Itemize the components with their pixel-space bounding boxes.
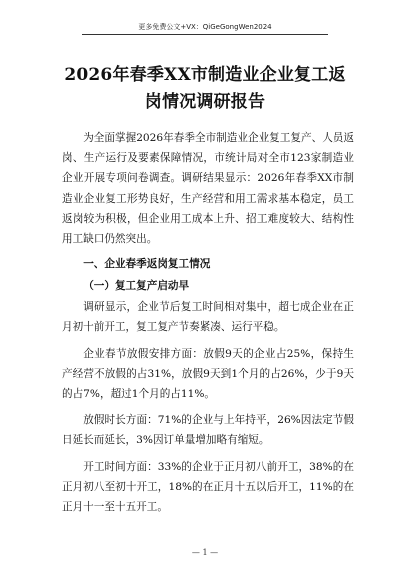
document-body	[62, 128, 354, 523]
document-title: 2026年春季XX市制造业企业复工返岗情况调研报告	[64, 65, 346, 112]
section-heading: 一、企业春季返岗复工情况	[83, 258, 211, 271]
body-paragraph: 企业春节放假安排方面：放假9天的企业占25%，保持生产经营不放假的占31%，放假9天到1个月的占26%，少于9天的占7%，超过1个月的占11%。	[62, 347, 354, 401]
header-rule	[82, 34, 328, 35]
page-number: — 1 —	[191, 548, 219, 557]
body-paragraph: 开工时间方面：33%的企业于正月初八前开工，38%的在正月初八至初十开工，18%的在正月十五以后开工，11%的在正月十一至十五开工。	[62, 460, 354, 514]
body-paragraph: 放假时长方面：71%的企业与上年持平，26%因法定节假日延长而延长，3%因订单量增加略有缩短。	[62, 414, 354, 447]
body-paragraph: 调研显示，企业节后复工时间相对集中，超七成企业在正月初十前开工，复工复产节奏紧凑、运行平稳。	[62, 301, 354, 334]
intro-paragraph: 为全面掌握2026年春季全市制造业企业复工复产、人员返岗、生产运行及要素保障情况，市统计局对全市123家制造业企业开展专项问卷调查。调研结果显示：2026年春季XX市制造业企业复工形势良好，生产经营和用工需求基本稳定，员工返岗较为积极，但企业用工成本上升、招工难度较大、结构性用工缺口仍然突出。	[62, 132, 354, 246]
header-banner: 更多免费公文+VX：QiGeGongWen2024	[138, 23, 272, 31]
subsection-heading: （一）复工复产启动早	[83, 280, 190, 293]
